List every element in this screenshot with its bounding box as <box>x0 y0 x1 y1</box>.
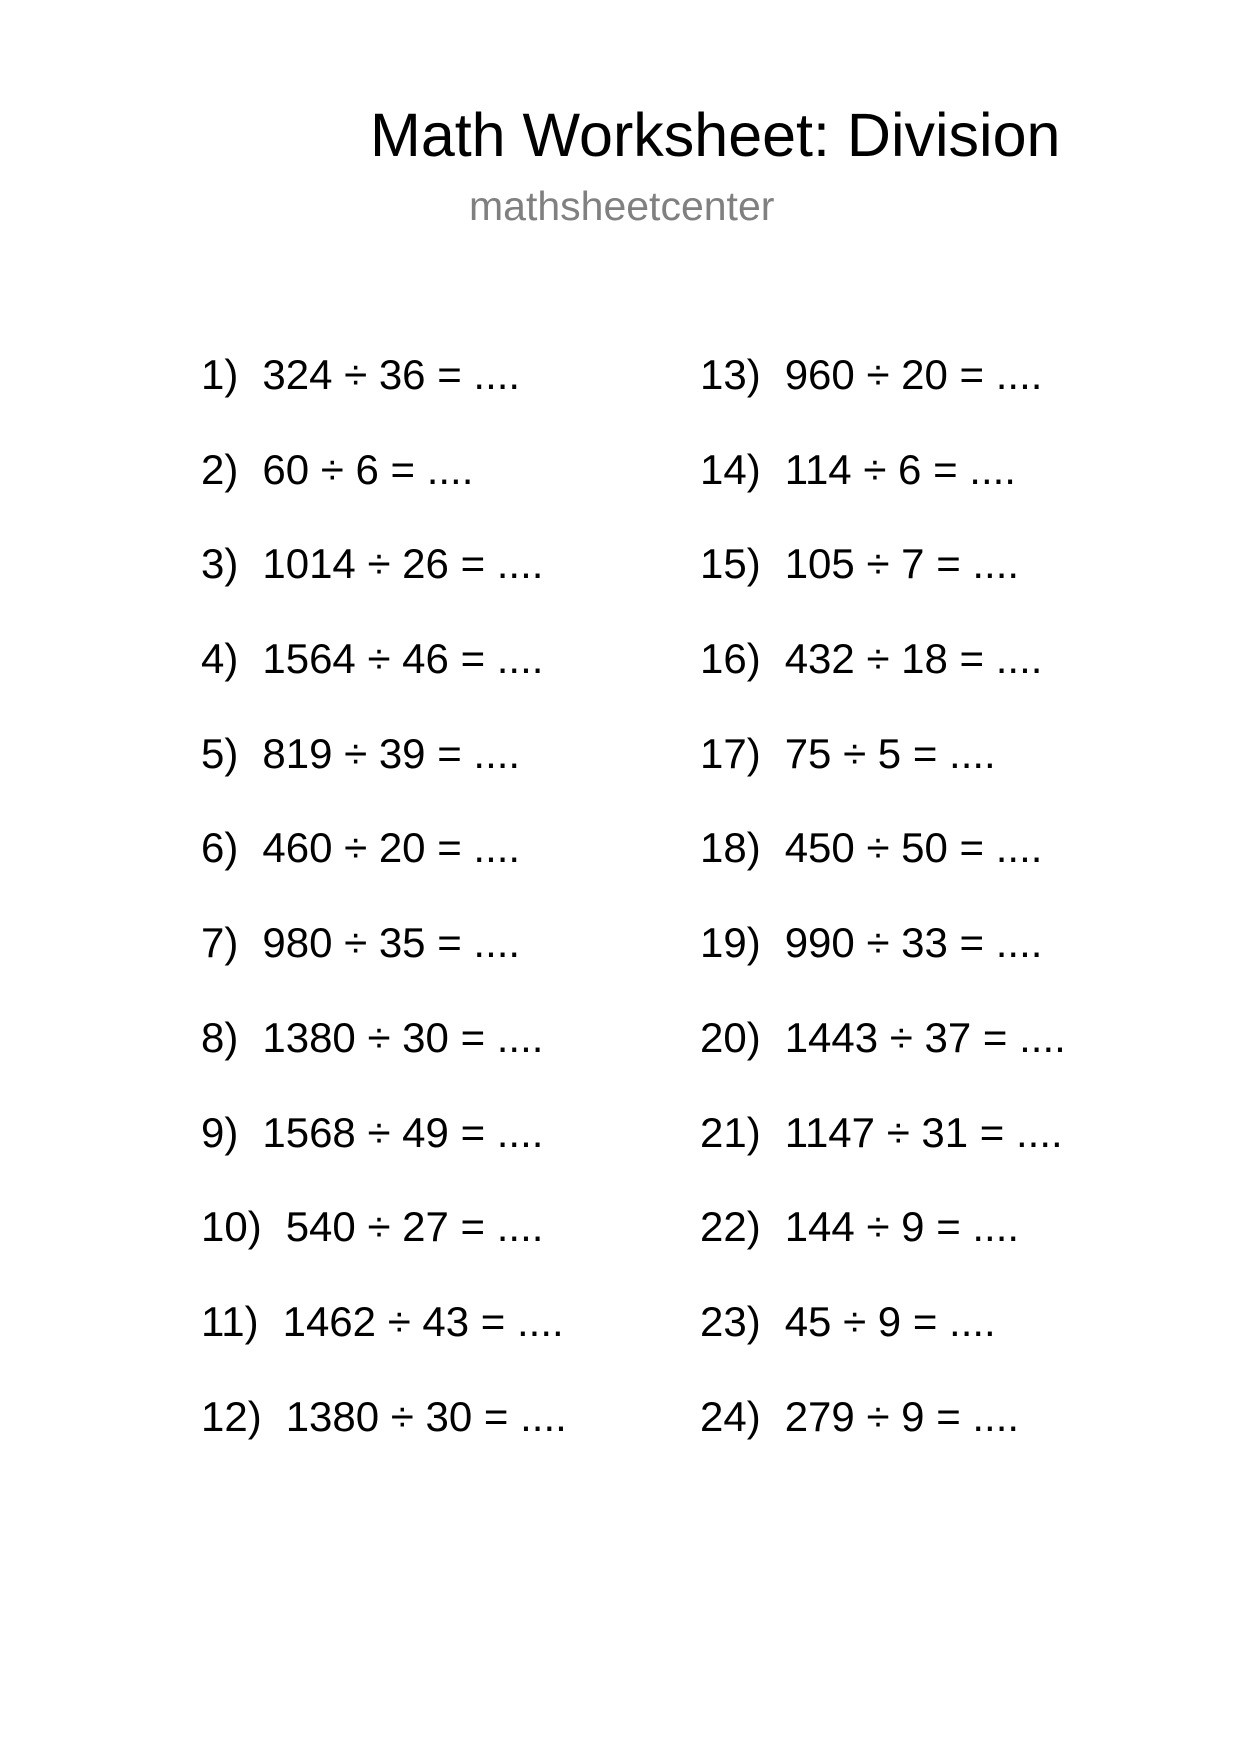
problem-number: 18) <box>700 824 761 872</box>
problem-item <box>201 1013 567 1108</box>
problem-item <box>201 823 567 918</box>
problem-item <box>201 539 567 634</box>
problem-item <box>201 1392 567 1487</box>
problem-number: 8) <box>201 1013 239 1061</box>
problem-item <box>700 445 1066 540</box>
problem-item <box>700 1108 1066 1203</box>
problem-number: 23) <box>700 1297 761 1345</box>
problem-expression: 1014 ÷ 26 = .... <box>262 540 544 588</box>
problem-number: 3) <box>201 540 239 588</box>
problem-number: 9) <box>201 1108 239 1156</box>
problem-number: 14) <box>700 445 761 493</box>
problem-item <box>201 350 567 445</box>
problem-expression: 144 ÷ 9 = .... <box>784 1203 1020 1251</box>
problem-item <box>201 1297 567 1392</box>
problem-expression: 540 ÷ 27 = .... <box>285 1203 544 1251</box>
problem-expression: 45 ÷ 9 = .... <box>784 1297 996 1345</box>
problem-expression: 819 ÷ 39 = .... <box>262 729 521 777</box>
problem-number: 11) <box>201 1297 259 1345</box>
problem-item <box>201 1202 567 1297</box>
problem-number: 15) <box>700 540 761 588</box>
problem-expression: 60 ÷ 6 = .... <box>262 445 474 493</box>
problem-expression: 990 ÷ 33 = .... <box>784 919 1043 967</box>
problem-number: 5) <box>201 729 239 777</box>
problems-column-right <box>700 350 1066 1486</box>
problem-expression: 114 ÷ 6 = .... <box>784 445 1016 493</box>
problem-number: 12) <box>201 1392 262 1440</box>
problem-expression: 980 ÷ 35 = .... <box>262 919 521 967</box>
problem-item <box>201 634 567 729</box>
problem-number: 24) <box>700 1392 761 1440</box>
problem-number: 7) <box>201 919 239 967</box>
problem-expression: 1380 ÷ 30 = .... <box>262 1013 544 1061</box>
problem-expression: 1564 ÷ 46 = .... <box>262 635 544 683</box>
problem-number: 20) <box>700 1013 761 1061</box>
problem-expression: 432 ÷ 18 = .... <box>784 635 1043 683</box>
problem-item <box>700 350 1066 445</box>
problem-item <box>700 1202 1066 1297</box>
problem-expression: 960 ÷ 20 = .... <box>784 351 1043 398</box>
problem-item <box>700 1297 1066 1392</box>
problem-number: 16) <box>700 635 761 683</box>
problem-item <box>700 823 1066 918</box>
problem-number: 10) <box>201 1203 262 1251</box>
problem-number: 22) <box>700 1203 761 1251</box>
problem-item <box>201 918 567 1013</box>
problem-item <box>700 918 1066 1013</box>
problem-item <box>700 634 1066 729</box>
problem-number: 21) <box>700 1108 761 1156</box>
problem-item <box>201 445 567 540</box>
problem-number: 19) <box>700 919 761 967</box>
problem-number: 2) <box>201 445 239 493</box>
worksheet-subtitle: mathsheetcenter <box>469 183 775 229</box>
worksheet-title: Math Worksheet: Division <box>370 101 1061 169</box>
problem-number: 4) <box>201 635 239 683</box>
problem-expression: 450 ÷ 50 = .... <box>784 824 1043 872</box>
problem-number: 13) <box>700 351 761 398</box>
problem-number: 1) <box>201 351 239 398</box>
problem-item <box>700 1392 1066 1487</box>
problem-item <box>700 1013 1066 1108</box>
problem-number: 6) <box>201 824 239 872</box>
problem-item <box>700 539 1066 634</box>
problem-expression: 105 ÷ 7 = .... <box>784 540 1020 588</box>
problem-item <box>201 729 567 824</box>
problem-expression: 1380 ÷ 30 = .... <box>285 1392 567 1440</box>
problem-number: 17) <box>700 729 761 777</box>
problem-expression: 1462 ÷ 43 = .... <box>282 1297 564 1345</box>
problem-item <box>201 1108 567 1203</box>
problem-expression: 1568 ÷ 49 = .... <box>262 1108 544 1156</box>
problem-expression: 279 ÷ 9 = .... <box>784 1392 1020 1440</box>
problem-expression: 460 ÷ 20 = .... <box>262 824 521 872</box>
problem-expression: 75 ÷ 5 = .... <box>784 729 996 777</box>
problem-expression: 1147 ÷ 31 = .... <box>784 1108 1063 1156</box>
problems-column-left <box>201 350 567 1486</box>
problem-item <box>700 729 1066 824</box>
problem-expression: 1443 ÷ 37 = .... <box>784 1013 1066 1061</box>
problem-expression: 324 ÷ 36 = .... <box>262 351 521 398</box>
